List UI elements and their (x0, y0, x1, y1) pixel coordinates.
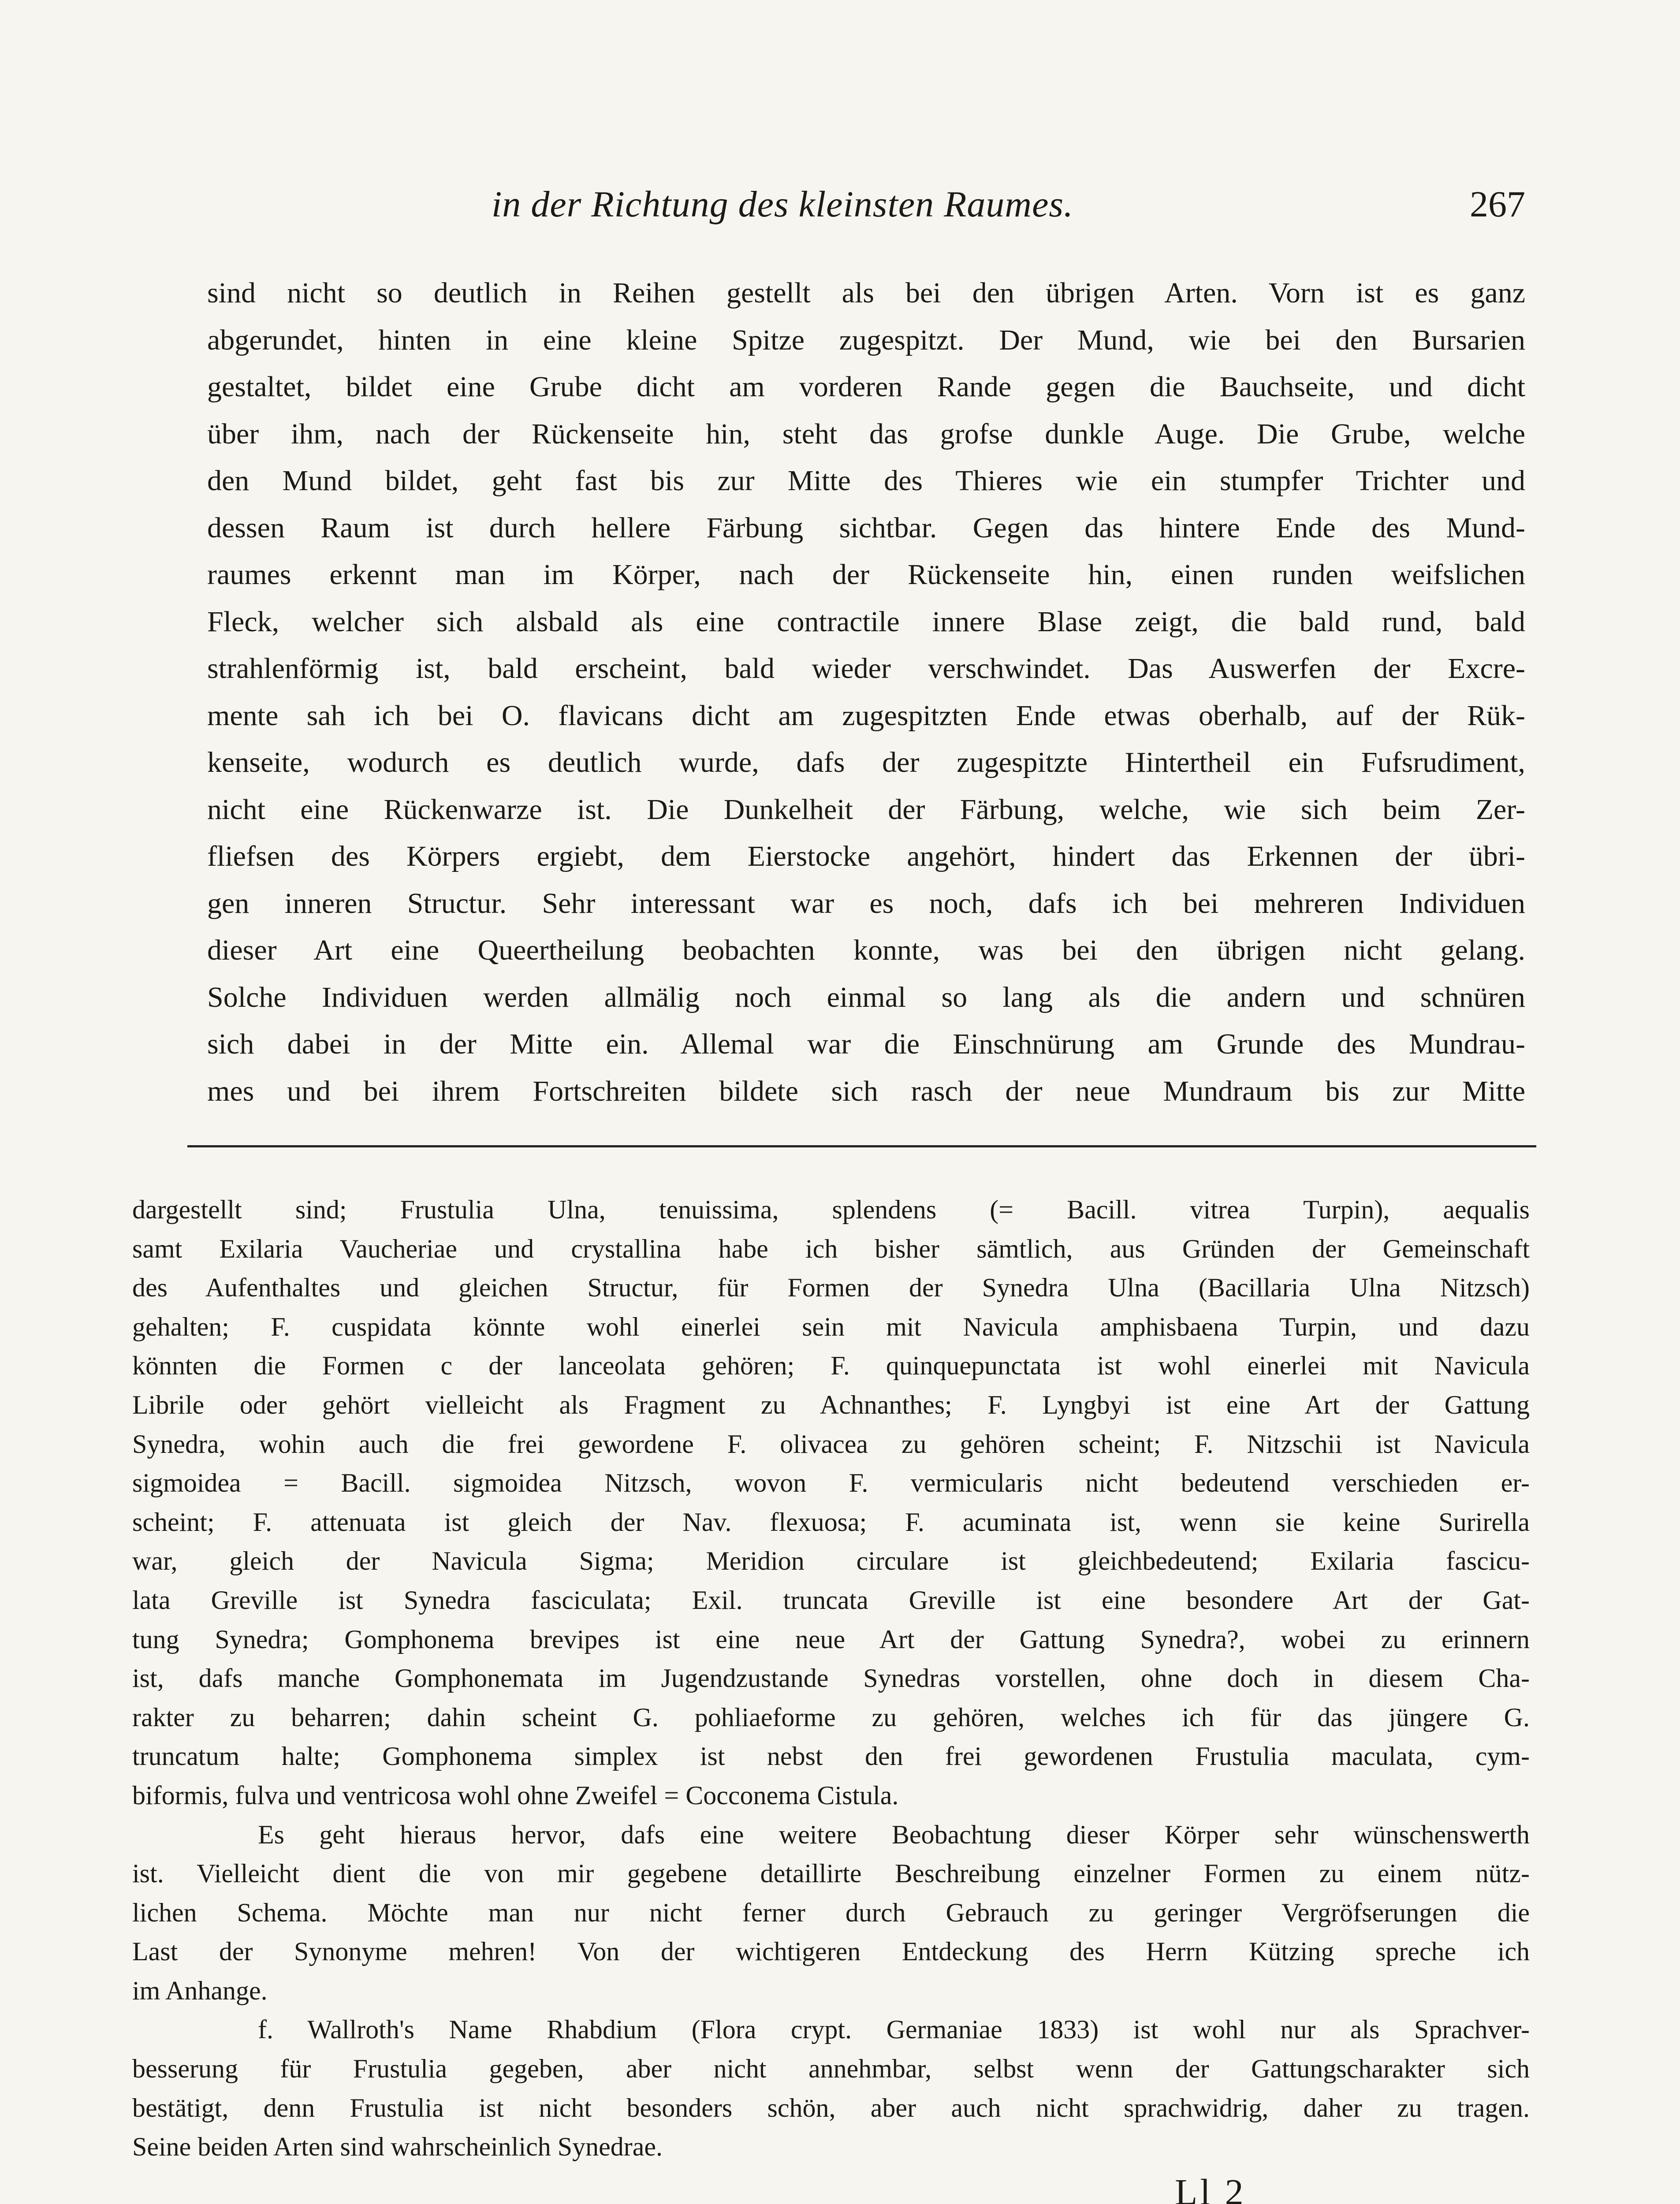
footnote-line: könnten die Formen c der lanceolata gehören; F. quinquepunctata ist wohl einerlei mit Navicula (132, 1351, 1530, 1381)
footnote-line: des Aufenthaltes und gleichen Structur, für Formen der Synedra Ulna (Bacillaria Ulna Nitzsch) (132, 1273, 1530, 1303)
running-title: in der Richtung des kleinsten Raumes. (492, 184, 1074, 225)
body-line: strahlenförmig ist, bald erscheint, bald wieder verschwindet. Das Auswerfen der Excre- (207, 652, 1525, 685)
running-header (207, 183, 1525, 236)
footnote-line: Synedra, wohin auch die frei gewordene F. olivacea zu gehören scheint; F. Nitzschii ist Navicula (132, 1429, 1530, 1459)
body-line: Solche Individuen werden allmälig noch einmal so lang als die andern und schnüren (207, 981, 1525, 1013)
body-line: mes und bei ihrem Fortschreiten bildete sich rasch der neue Mundraum bis zur Mitte (207, 1075, 1525, 1107)
body-line: kenseite, wodurch es deutlich wurde, dafs der zugespitzte Hintertheil ein Fufsrudiment, (207, 746, 1525, 778)
body-line: dessen Raum ist durch hellere Färbung sichtbar. Gegen das hintere Ende des Mund- (207, 511, 1525, 544)
body-line: über ihm, nach der Rückenseite hin, steht das grofse dunkle Auge. Die Grube, welche (207, 417, 1525, 450)
footnote-line: besserung für Frustulia gegeben, aber nicht annehmbar, selbst wenn der Gattungscharakter sich (132, 2054, 1530, 2084)
body-line: gestaltet, bildet eine Grube dicht am vorderen Rande gegen die Bauchseite, und dicht (207, 371, 1525, 403)
footnote-line: ist. Vielleicht dient die von mir gegebene detaillirte Beschreibung einzelner Formen zu einem nütz- (132, 1859, 1530, 1888)
body-line: gen inneren Structur. Sehr interessant war es noch, dafs ich bei mehreren Individuen (207, 887, 1525, 920)
footnote-line: bestätigt, denn Frustulia ist nicht besonders schön, aber auch nicht sprachwidrig, daher zu tragen. (132, 2093, 1530, 2122)
footnote-line: lata Greville ist Synedra fasciculata; Exil. truncata Greville ist eine besondere Art der Gat- (132, 1585, 1530, 1615)
footnote-line: im Anhange. (132, 1976, 268, 2005)
body-line: sind nicht so deutlich in Reihen gestellt als bei den übrigen Arten. Vorn ist es ganz (207, 277, 1525, 309)
body-line: den Mund bildet, geht fast bis zur Mitte des Thieres wie ein stumpfer Trichter und (207, 465, 1525, 497)
body-line: mente sah ich bei O. flavicans dicht am zugespitzten Ende etwas oberhalb, auf der Rük- (207, 699, 1525, 732)
footnote-line: ist, dafs manche Gomphonemata im Jugendzustande Synedras vorstellen, ohne doch in diesem Cha- (132, 1664, 1530, 1693)
footnote-line: samt Exilaria Vaucheriae und crystallina habe ich bisher sämtlich, aus Gründen der Gemeinschaft (132, 1234, 1530, 1263)
footnote-line: scheint; F. attenuata ist gleich der Nav. flexuosa; F. acuminata ist, wenn sie keine Surirella (132, 1507, 1530, 1537)
footnote-line: dargestellt sind; Frustulia Ulna, tenuissima, splendens (= Bacill. vitrea Turpin), aequalis (132, 1195, 1530, 1224)
main-body-text (207, 270, 1525, 1115)
footnote-line: rakter zu beharren; dahin scheint G. pohliaeforme zu gehören, welches ich für das jüngere G. (132, 1702, 1530, 1732)
footnote-line: sigmoidea = Bacill. sigmoidea Nitzsch, wovon F. vermicularis nicht bedeutend verschieden er- (132, 1468, 1530, 1498)
footnote-line: war, gleich der Navicula Sigma; Meridion circulare ist gleichbedeutend; Exilaria fascicu- (132, 1546, 1530, 1576)
footnote-line: tung Synedra; Gomphonema brevipes ist eine neue Art der Gattung Synedra?, wobei zu erinnern (132, 1624, 1530, 1654)
signature-mark: Ll 2 (1175, 2172, 1246, 2204)
body-line: sich dabei in der Mitte ein. Allemal war die Einschnürung am Grunde des Mundrau- (207, 1028, 1525, 1060)
footnote-text (132, 1190, 1530, 2167)
body-line: raumes erkennt man im Körper, nach der Rückenseite hin, einen runden weifslichen (207, 558, 1525, 591)
body-line: dieser Art eine Queertheilung beobachten konnte, was bei den übrigen nicht gelang. (207, 934, 1525, 966)
body-line: fliefsen des Körpers ergiebt, dem Eierstocke angehört, hindert das Erkennen der übri- (207, 840, 1525, 872)
footnote-line: truncatum halte; Gomphonema simplex ist nebst den frei gewordenen Frustulia maculata, cym- (132, 1742, 1530, 1771)
body-line: abgerundet, hinten in eine kleine Spitze zugespitzt. Der Mund, wie bei den Bursarien (207, 324, 1525, 356)
body-line: Fleck, welcher sich alsbald als eine contractile innere Blase zeigt, die bald rund, bald (207, 605, 1525, 638)
footnote-line: Es geht hieraus hervor, dafs eine weitere Beobachtung dieser Körper sehr wünschenswerth (258, 1820, 1530, 1849)
footnote-line: lichen Schema. Möchte man nur nicht ferner durch Gebrauch zu geringer Vergröfserungen die (132, 1898, 1530, 1927)
footnote-line: Seine beiden Arten sind wahrscheinlich Synedrae. (132, 2132, 663, 2162)
body-line: nicht eine Rückenwarze ist. Die Dunkelheit der Färbung, welche, wie sich beim Zer- (207, 793, 1525, 826)
page-number: 267 (1470, 184, 1525, 225)
footnote-line: gehalten; F. cuspidata könnte wohl einerlei sein mit Navicula amphisbaena Turpin, und dazu (132, 1312, 1530, 1341)
footnote-line: biformis, fulva und ventricosa wohl ohne Zweifel = Cocconema Cistula. (132, 1780, 899, 1810)
footnote-line: Librile oder gehört vielleicht als Fragment zu Achnanthes; F. Lyngbyi ist eine Art der Gattung (132, 1390, 1530, 1419)
footnote-divider (187, 1145, 1536, 1147)
footnote-line: f. Wallroth's Name Rhabdium (Flora crypt. Germaniae 1833) ist wohl nur als Sprachver- (258, 2015, 1530, 2044)
footnote-line: Last der Synonyme mehren! Von der wichtigeren Entdeckung des Herrn Kützing spreche ich (132, 1937, 1530, 1966)
